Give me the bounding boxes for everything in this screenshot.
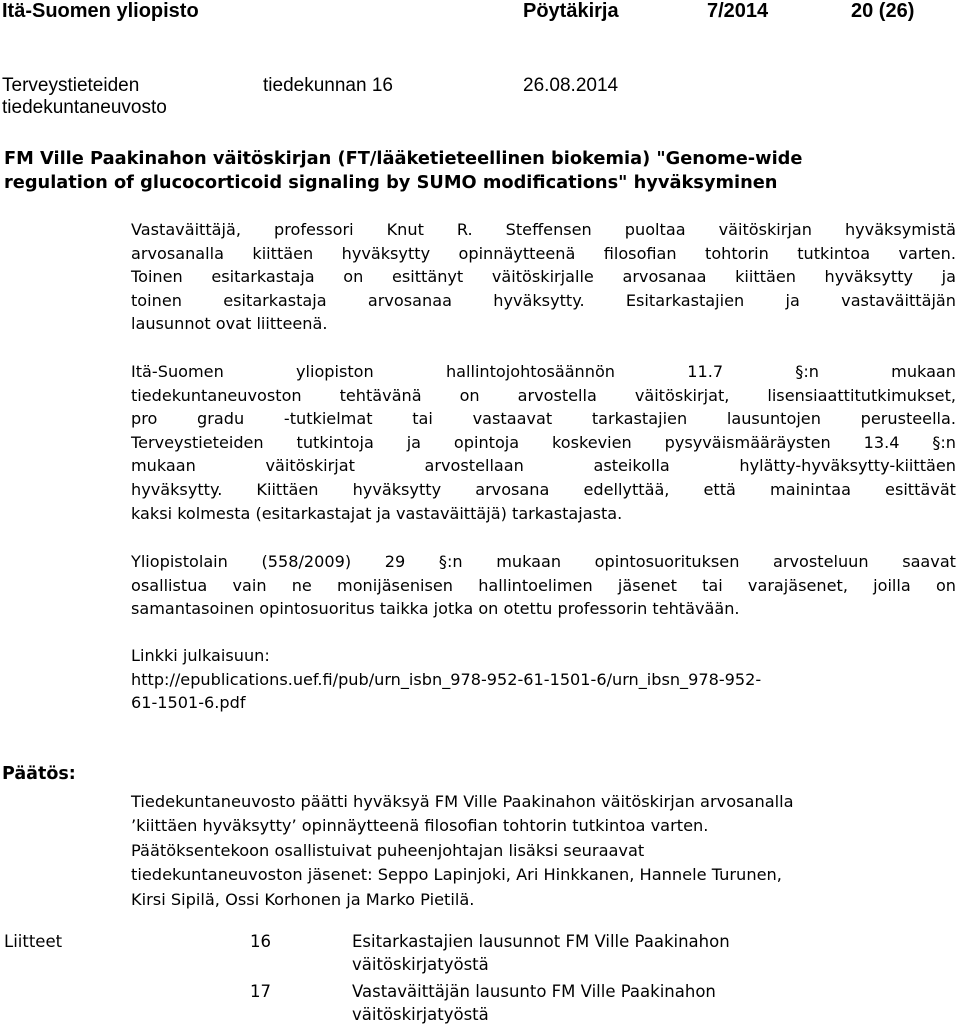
university-name: Itä-Suomen yliopisto xyxy=(2,0,199,22)
law-paragraph xyxy=(131,550,956,621)
link-label: Linkki julkaisuun: xyxy=(131,646,270,665)
decision-line: tiedekuntaneuvoston jäsenet: Seppo Lapinjoki, Ari Hinkkanen, Hannele Turunen, xyxy=(131,865,782,885)
meeting-date: 26.08.2014 xyxy=(523,75,619,96)
attachment-description xyxy=(352,931,730,976)
title-line: FM Ville Paakinahon väitöskirjan (FT/lääketieteellinen biokemia) "Genome-wide xyxy=(4,148,803,169)
document-number: 7/2014 xyxy=(707,0,769,22)
paragraph-line: Itä-Suomen yliopiston hallintojohtosäännön 11.7 §:n mukaan xyxy=(131,362,956,381)
paragraph-line: kaksi kolmesta (esitarkastajat ja vastaväittäjä) tarkastajasta. xyxy=(131,503,623,523)
paragraph-line: Terveystieteiden tutkintoja ja opintoja koskevien pysyväismääräysten 13.4 §:n xyxy=(131,432,956,452)
attachment-number: 16 xyxy=(250,932,271,951)
attachment-description xyxy=(352,981,716,1026)
attachment-line: Vastaväittäjän lausunto FM Ville Paakinahon xyxy=(352,982,716,1001)
publication-url[interactable]: http://epublications.uef.fi/pub/urn_isbn_978-952-61-1501-6/urn_ibsn_978-952- xyxy=(131,669,762,689)
document-type: Pöytäkirja xyxy=(523,0,619,22)
attachment-number: 17 xyxy=(250,982,271,1001)
attachment-line: väitöskirjatyöstä xyxy=(352,1004,489,1024)
paragraph-line: lausunnot ovat liitteenä. xyxy=(131,314,328,334)
paragraph-line: pro gradu -tutkielmat tai vastaavat tarkastajien lausuntojen perusteella. xyxy=(131,409,956,429)
body-name-line2: tiedekuntaneuvosto xyxy=(2,97,167,118)
paragraph-line: tiedekuntaneuvoston tehtävänä on arvostella väitöskirjat, lisensiaattitutkimukset, xyxy=(131,385,956,405)
decision-line: Päätöksentekoon osallistuivat puheenjohtajan lisäksi seuraavat xyxy=(131,840,645,860)
paragraph-line: Yliopistolain (558/2009) 29 §:n mukaan opintosuorituksen arvosteluun saavat xyxy=(131,552,956,571)
paragraph-line: mukaan väitöskirjat arvostellaan asteikolla hylätty-hyväksytty-kiittäen xyxy=(131,456,956,476)
attachment-line: väitöskirjatyöstä xyxy=(352,954,489,974)
publication-link-block xyxy=(131,644,761,715)
paragraph-line: samantasoinen opintosuoritus taikka jotka on otettu professorin tehtävään. xyxy=(131,599,740,619)
decision-text xyxy=(131,790,794,912)
opponent-paragraph xyxy=(131,218,956,336)
attachment-line: Esitarkastajien lausunnot FM Ville Paakinahon xyxy=(352,932,730,951)
paragraph-line: Toinen esitarkastaja on esittänyt väitöskirjalle arvosanaa kiittäen hyväksytty ja xyxy=(131,267,956,287)
title-line: regulation of glucocorticoid signaling by SUMO modifications" hyväksyminen xyxy=(4,172,778,193)
publication-url-continued[interactable]: 61-1501-6.pdf xyxy=(131,693,246,713)
decision-line: Kirsi Sipilä, Ossi Korhonen ja Marko Pietilä. xyxy=(131,889,475,909)
page-number: 20 (26) xyxy=(851,0,915,22)
paragraph-line: hyväksytty. Kiittäen hyväksytty arvosana edellyttää, että mainintaa esittävät xyxy=(131,479,956,499)
meeting-number: tiedekunnan 16 xyxy=(263,75,393,96)
decision-line: Tiedekuntaneuvosto päätti hyväksyä FM Ville Paakinahon väitöskirjan arvosanalla xyxy=(131,792,794,811)
decision-line: ’kiittäen hyväksytty’ opinnäytteenä filosofian tohtorin tutkintoa varten. xyxy=(131,816,709,836)
body-name-line1: Terveystieteiden xyxy=(2,75,140,96)
decision-label: Päätös: xyxy=(2,764,76,784)
page-title xyxy=(4,147,960,195)
paragraph-line: toinen esitarkastaja arvosanaa hyväksytty. Esitarkastajien ja vastaväittäjän xyxy=(131,290,956,310)
paragraph-line: osallistua vain ne monijäsenisen hallintoelimen jäsenet tai varajäsenet, joilla on xyxy=(131,575,956,595)
paragraph-line: Vastaväittäjä, professori Knut R. Steffensen puoltaa väitöskirjan hyväksymistä xyxy=(131,220,956,239)
attachments-label: Liitteet xyxy=(4,932,63,951)
paragraph-line: arvosanalla kiittäen hyväksytty opinnäytteenä filosofian tohtorin tutkintoa varten. xyxy=(131,243,956,263)
regulation-paragraph xyxy=(131,360,956,525)
